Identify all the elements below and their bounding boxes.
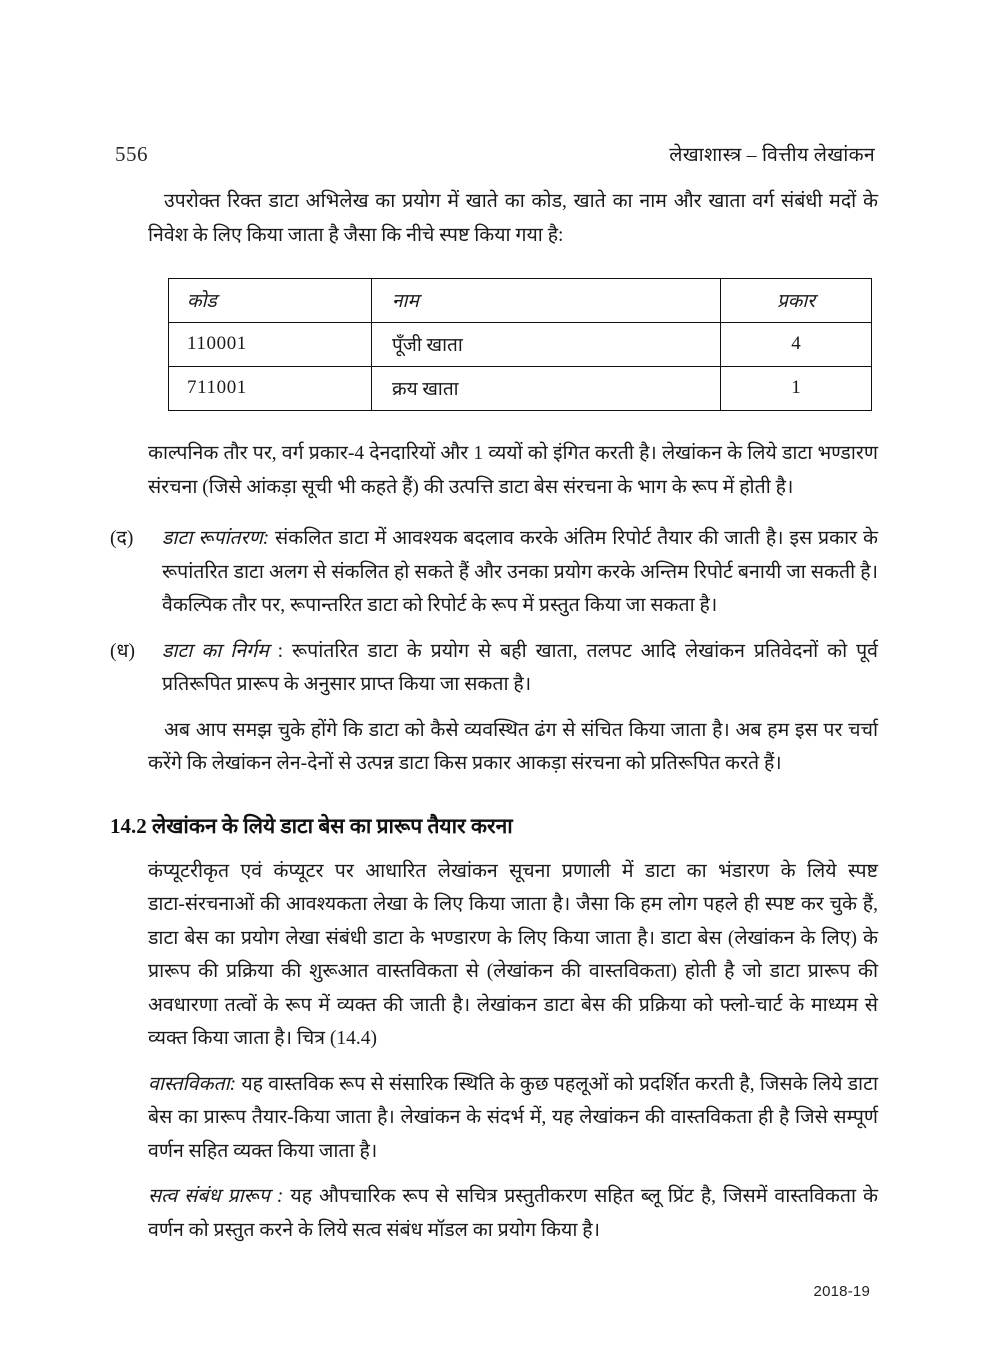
section-heading: 14.2 लेखांकन के लिये डाटा बेस का प्रारूप तैयार करना [110, 813, 513, 838]
table-header-type: प्रकार [721, 279, 872, 323]
running-header [115, 140, 875, 167]
section-paragraph: कंप्यूटरीकृत एवं कंप्यूटर पर आधारित लेखांकन सूचना प्रणाली में डाटा का भंडारण के लिये स्पष्ट डाटा‑संरचनाओं की आवश्यकता लेखा के लिए किया जाता है। जैसा कि हम लोग पहले ही स्पष्ट कर चुके हैं, डाटा बेस का प्रयोग लेखा संबंधी डाटा के भण्डारण के लिए किया जाता है। डाटा बेस (लेखांकन के लिए) के प्रारूप की प्रक्रिया की शुरूआत वास्तविकता से (लेखांकन की वास्तविकता) होती है जो डाटा प्रारूप की अवधारणा तत्वों के रूप में व्यक्त की जाती है। लेखांकन डाटा बेस की प्रक्रिया को फ्लो‑चार्ट के माध्यम से व्यक्त किया जाता है। चित्र (14.4) [148, 860, 878, 1049]
intro-paragraph: उपरोक्त रिक्त डाटा अभिलेख का प्रयोग में खाते का कोड, खाते का नाम और खाता वर्ग संबंधी मदों के निवेश के लिए किया जाता है जैसा कि नीचे स्पष्ट किया गया है: [148, 191, 878, 246]
list-item-text: संकलित डाटा में आवश्यक बदलाव करके अंतिम रिपोर्ट तैयार की जाती है। इस प्रकार के रूपांतरित डाटा अलग से संकलित हो सकते हैं और उनका प्रयोग करके अन्तिम रिपोर्ट बनायी जा सकती है। वैकल्पिक तौर पर, रूपान्तरित डाटा को रिपोर्ट के रूप में प्रस्तुत किया जा सकता है। [162, 528, 878, 616]
definition-er-model [148, 1180, 878, 1247]
list-item-lead: डाटा का निर्गम [162, 640, 269, 662]
cell-name: क्रय खाता [372, 367, 721, 411]
cell-code: 110001 [169, 323, 372, 367]
table-header-name: नाम [372, 279, 721, 323]
spacer [148, 702, 878, 714]
definition-text: यह वास्तविक रूप से संसारिक स्थिति के कुछ पहलूओं को प्रदर्शित करती है, जिसके लिये डाटा बेस का प्रारूप तैयार‑किया जाता है। लेखांकन के संदर्भ में, यह लेखांकन की वास्तविकता ही है जिसे सम्पूर्ण वर्णन सहित व्यक्त किया जाता है। [148, 1073, 878, 1162]
cell-code: 711001 [169, 367, 372, 411]
definition-reality [148, 1068, 878, 1169]
account-code-table-wrapper [168, 278, 830, 411]
spacer [148, 1056, 878, 1068]
list-item [110, 635, 878, 702]
after-table-paragraph: काल्पनिक तौर पर, वर्ग प्रकार‑4 देनदारियों और 1 व्ययों को इंगित करती है। लेखांकन के लिये डाटा भण्डारण संरचना (जिसे आंकड़ा सूची भी कहते हैं) की उत्पत्ति डाटा बेस संरचना के भाग के रूप में होती है। [148, 443, 878, 498]
cell-type: 4 [721, 323, 872, 367]
spacer [148, 623, 878, 635]
list-item [110, 522, 878, 623]
list-item-lead: डाटा रूपांतरण: [162, 528, 270, 549]
list-item-text: : रूपांतरित डाटा के प्रयोग से बही खाता, तलपट आदि लेखांकन प्रतिवेदनों को पूर्व प्रतिरूपित प्रारूप के अनुसार प्राप्त किया जा सकता है। [162, 640, 879, 695]
table-header-code: कोड [169, 279, 372, 323]
running-title: लेखाशास्त्र – वित्तीय लेखांकन [669, 145, 875, 166]
definition-term: सत्व संबंध प्रारूप : [148, 1186, 284, 1207]
footer-year: 2018-19 [813, 1283, 870, 1300]
table-header-row [169, 279, 872, 323]
closing-paragraph: अब आप समझ चुके होंगे कि डाटा को कैसे व्यवस्थित ढंग से संचित किया जाता है। अब हम इस पर चर्चा करेंगे कि लेखांकन लेन‑देनों से उत्पन्न डाटा किस प्रकार आकड़ा संरचना को प्रतिरूपित करते हैं। [148, 719, 878, 774]
list-item-body [162, 522, 878, 623]
table-row [169, 323, 872, 367]
definition-term: वास्तविकता: [148, 1073, 237, 1095]
definition-text: यह औपचारिक रूप से सचित्र प्रस्तुतीकरण सहित ब्लू प्रिंट है, जिसमें वास्तविकता के वर्णन को प्रस्तुत करने के लिये सत्व संबंध मॉडल का प्रयोग किया है। [148, 1186, 878, 1241]
account-code-table [168, 278, 872, 411]
list-marker: (ध) [110, 640, 135, 662]
spacer [148, 1168, 878, 1180]
table-row [169, 367, 872, 411]
spacer [148, 504, 878, 522]
page-content [110, 185, 879, 1247]
cell-name: पूँजी खाता [372, 323, 721, 367]
cell-type: 1 [721, 367, 872, 411]
list-item-body [162, 635, 878, 702]
list-marker: (द) [110, 528, 134, 549]
page-number: 556 [115, 142, 148, 166]
